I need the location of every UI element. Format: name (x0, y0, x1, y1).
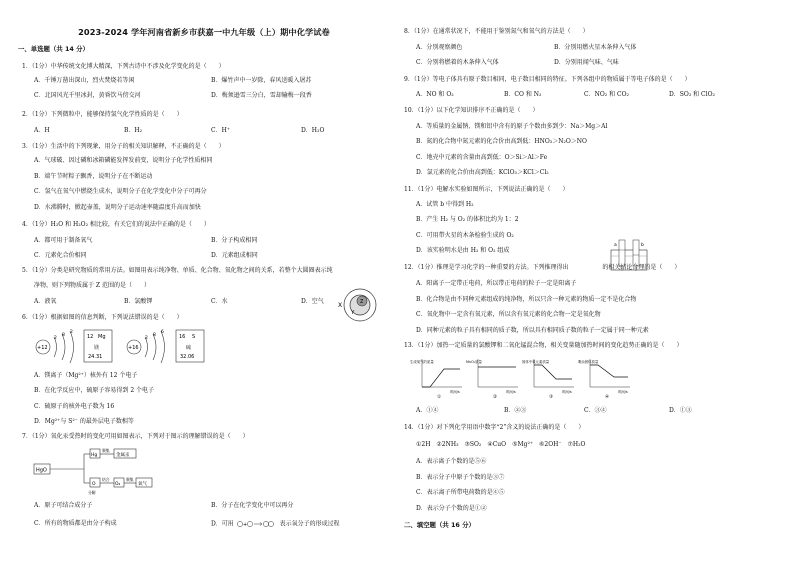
q11-option-a[interactable]: A．试管 b 中得到 H₂ (416, 201, 474, 208)
section-fill-blank: 二、填空题（共 16 分） (404, 521, 475, 529)
svg-text:S: S (192, 334, 196, 340)
q8-option-c[interactable]: C．分别将燃着的木条伸入气体 (416, 59, 499, 66)
right-column (404, 0, 784, 562)
svg-text:②: ② (493, 395, 498, 399)
q7-option-d-prefix: D．可用 (211, 520, 234, 528)
q5-stem-cont: 净物，则下列物质属于 Z 范围的是（ ） (34, 282, 150, 289)
venn-label-z: Z (360, 299, 364, 305)
q7-flow-diagram (32, 446, 192, 496)
q1-stem: 1．（1分）中华传统文化博大精深，下列古诗中不涉及化学变化的是（ ） (22, 63, 225, 70)
left-column (14, 0, 394, 562)
q14-option-c[interactable]: C．表示离子所带电荷数的是④⑤ (416, 489, 505, 496)
q7-stem: 7．（1分）氧化汞受热时的变化可用如图表示，下列对于图示的理解错误的是（ ） (22, 433, 249, 440)
q1-option-a[interactable]: A．千锤万凿出深山，烈火焚烧若等闲 (34, 77, 135, 84)
q2-stem: 2．（1分）下列微粒中，能够保持氢气化学性质的是（ ） (22, 111, 183, 118)
section-single-choice: 一、单选题（共 14 分） (18, 45, 89, 53)
svg-text:时间/s: 时间/s (506, 390, 516, 394)
q13-option-a[interactable]: A．①④ (416, 407, 439, 414)
q2-option-d[interactable]: D．H₂O (301, 127, 325, 134)
q3-option-c[interactable]: C．氢气在氧气中燃烧生成水，说明分子在化学变化中分子可再分 (34, 188, 207, 195)
q5-option-a[interactable]: A．液氧 (34, 298, 57, 305)
q9-option-c[interactable]: C．NO₂ 和 CO₂ (584, 91, 629, 98)
q12-option-a[interactable]: A．阳离子一定带正电荷，所以带正电荷的粒子一定是阳离子 (416, 280, 577, 287)
q14-symbols: ①2H ②2NH₃ ③SO₂ ④CuO ⑤Mg²⁺ ⑥2OH⁻ ⑦H₂O (416, 441, 586, 448)
svg-text:32.06: 32.06 (180, 354, 195, 360)
q12-stem (404, 264, 680, 272)
q5-venn-diagram (332, 288, 388, 322)
q4-stem: 4．（1分）H₂O 和 H₂O₂ 相比较，有关它们的说法中正确的是（ ） (22, 221, 210, 228)
svg-text:分解: 分解 (88, 490, 96, 495)
q6-stem: 6．（1分）根据如图的信息判断，下列说法错误的是（ ） (22, 314, 183, 321)
svg-text:24.31: 24.31 (88, 354, 103, 360)
q11-option-d[interactable]: D．该实验明水是由 H₂ 和 O₂ 组成 (416, 247, 510, 254)
svg-text:2: 2 (54, 336, 57, 341)
q8-option-b[interactable]: B．分别用燃火星木条伸入气体 (554, 44, 637, 51)
svg-text:O: O (92, 482, 96, 487)
q12-stem-suffix: 的相关结论合理的是（ ） (602, 264, 681, 271)
q13-graph-3 (522, 359, 574, 399)
q4-option-b[interactable]: B．分子构成相同 (211, 237, 258, 244)
svg-text:Mg: Mg (98, 334, 106, 340)
svg-text:时间/s: 时间/s (562, 390, 572, 394)
q9-option-d[interactable]: D．SO₂ 和 ClO₂ (669, 91, 715, 98)
q10-option-a[interactable]: A．等质量的金属钠、镁和铝中含有的原子个数由多到少：Na＞Mg＞Al (416, 123, 608, 130)
q3-option-d[interactable]: D．水沸腾时，掀起壶盖，说明分子运动速率随温度升高而加快 (34, 204, 201, 211)
q13-graphs (410, 355, 640, 399)
q9-stem: 9．（1分）等电子体具有原子数目相同，电子数目相同的特征。下列各组中的物质属于等电子体的是（ ） (404, 76, 691, 83)
svg-text:6: 6 (161, 330, 164, 335)
q4-option-a[interactable]: A．都可用于制备氧气 (34, 237, 93, 244)
q10-option-b[interactable]: B．氮的化合物中氮元素的化合价由高到低：HNO₃＞N₂O＞NO (416, 138, 587, 145)
q14-option-b[interactable]: B．表示分子中原子个数的是③⑦ (416, 474, 505, 481)
q11-option-c[interactable]: C．可用带火星的木条检验生成的 O₂ (416, 232, 514, 239)
oxygen-molecule-formation-icon (236, 520, 278, 528)
q10-stem: 10．（1分）以下化学知识排序不正确的是（ ） (404, 107, 539, 114)
q3-option-a[interactable]: A．气球破、因过磷和冰箱磷能发挥发前变，说明分子化学性质相同 (34, 157, 213, 164)
q13-stem: 13．（1分）加热一定质量的氯酸钾和二氧化锰混合物，相关变量随加热时间的变化趋势正确的是（ ） (404, 342, 683, 349)
svg-text:镁: 镁 (94, 345, 100, 351)
q1-option-b[interactable]: B．爆竹声中一岁除，春风送暖入屠苏 (211, 77, 312, 84)
svg-text:O₂: O₂ (115, 482, 121, 487)
svg-text:④: ④ (605, 395, 610, 399)
q13-graph-2 (466, 359, 518, 399)
svg-text:生成氧气的质量: 生成氧气的质量 (410, 360, 434, 364)
q6-atom-diagram (32, 327, 242, 367)
venn-label-y: Y (351, 310, 355, 316)
q5-option-c[interactable]: C．水 (211, 298, 228, 305)
svg-text:聚集: 聚集 (126, 477, 134, 482)
q1-option-d[interactable]: D．梅须逊雪三分白，雪却输梅一段香 (211, 92, 312, 99)
q13-graph-1 (410, 359, 462, 399)
q13-option-c[interactable]: C．③④ (584, 407, 607, 414)
svg-text:Hg: Hg (91, 453, 98, 458)
q11-stem: 11．（1分）电解水实验如图所示，下列说法正确的是（ ） (404, 186, 569, 193)
svg-text:HgO: HgO (36, 467, 47, 474)
svg-text:+12: +12 (37, 345, 48, 351)
q7-option-c[interactable]: C．所有的物质都是由分子构成 (34, 520, 117, 527)
q3-stem: 3．（1分）生活中的下列现象，用分子的相关知识解释，不正确的是（ ） (22, 143, 225, 150)
q10-option-d[interactable]: D．氯元素的化合价由高到低：KClO₃＞KCl＞Cl₂ (416, 169, 549, 176)
svg-text:b: b (641, 243, 644, 248)
q11-option-b[interactable]: B．产生 H₂ 与 O₂ 的体积比约为 1：2 (416, 216, 519, 223)
q9-option-a[interactable]: A．NO 和 O₂ (416, 91, 454, 98)
q2-option-c[interactable]: C．H⁺ (211, 127, 230, 134)
q6-option-a[interactable]: A．镁离子（Mg²⁺）核外有 12 个电子 (34, 372, 138, 379)
svg-text:MnO₂质量: MnO₂质量 (466, 360, 482, 364)
venn-label-x: X (338, 302, 343, 309)
q6-option-c[interactable]: C．硫原子的核外电子数为 16 (34, 403, 115, 410)
q7-option-d[interactable] (211, 520, 340, 528)
svg-text:①: ① (437, 395, 442, 399)
q8-option-d[interactable]: D．分别用闻气味、气味 (554, 59, 619, 66)
svg-text:+: + (242, 522, 247, 528)
q2-option-a[interactable]: A．H (34, 127, 50, 134)
svg-text:时间/s: 时间/s (450, 390, 460, 394)
q7-option-d-suffix: 表示氧分子的形成过程 (279, 520, 340, 528)
q12-option-c[interactable]: C．氧化物中一定含有氧元素，所以含有氧元素的化合物一定是氧化物 (416, 311, 601, 318)
svg-text:固体中氧元素质量: 固体中氧元素质量 (522, 360, 550, 364)
q13-graph-4 (578, 359, 630, 399)
q4-option-c[interactable]: C．元素化合价相同 (34, 252, 87, 259)
svg-text:2: 2 (70, 330, 73, 335)
q6-option-b[interactable]: B．在化学反应中，硫原子容易得到 2 个电子 (34, 387, 155, 394)
svg-text:a: a (614, 243, 617, 248)
q1-option-c[interactable]: C．北国风光千里冰封，黄昏饮马傍交河 (34, 92, 141, 99)
q5-option-b[interactable]: B．氯酸钾 (124, 298, 153, 305)
q13-option-d[interactable]: D．①③ (669, 407, 692, 414)
svg-text:硫: 硫 (186, 345, 192, 351)
svg-text:剩余固体质量: 剩余固体质量 (578, 360, 599, 364)
svg-text:12: 12 (87, 334, 94, 340)
q8-stem: 8．（1分）在通常状况下，不能用于鉴别氮气和氧气的方法是（ ） (404, 28, 589, 35)
svg-text:聚集: 聚集 (102, 448, 110, 453)
svg-text:③: ③ (549, 395, 554, 399)
page-title: 2023-2024 学年河南省新乡市获嘉一中九年级（上）期中化学试卷 (78, 27, 330, 37)
svg-text:时间/s: 时间/s (618, 390, 628, 394)
q7-option-b[interactable]: B．分子在化学变化中可以再分 (211, 502, 294, 509)
q4-option-d[interactable]: D．元素组成相同 (211, 252, 258, 259)
svg-text:金属汞: 金属汞 (116, 453, 130, 458)
q12-option-d[interactable]: D．同种元素的粒子具有相同的质子数，所以具有相同质子数的粒子一定属于同一种元素 (416, 327, 649, 334)
q14-option-d[interactable]: D．表示分子个数的是①② (416, 505, 487, 512)
q14-option-a[interactable]: A．表示离子个数的是⑤⑥ (416, 458, 487, 465)
q7-option-a[interactable]: A．原子可结合成分子 (34, 502, 93, 509)
q10-option-c[interactable]: C．地壳中元素的含量由高到低：O＞Si＞Al＞Fe (416, 154, 548, 161)
q9-option-b[interactable]: B．CO 和 N₂ (504, 91, 542, 98)
q3-option-b[interactable]: B．端午节时粽子飘香，说明分子在不断运动 (34, 173, 153, 180)
q6-option-d[interactable]: D．Mg²⁺与 S²⁻ 的最外层电子数相等 (34, 418, 134, 425)
q5-stem: 5．（1分）分类是研究物质的常用方法。如图用表示纯净物、单质、化合物、氧化物之间的关系，若整个大圆圈表示纯 (22, 267, 333, 274)
q12-option-b[interactable]: B．化合物是由不同种元素组成的纯净物，所以只含一种元素的物质一定不是化合物 (416, 296, 637, 303)
q2-option-b[interactable]: B．H₂ (124, 127, 143, 134)
svg-text:氧气: 氧气 (138, 482, 147, 487)
svg-text:结合: 结合 (102, 477, 110, 482)
q8-option-a[interactable]: A．分别观察颜色 (416, 44, 463, 51)
svg-text:8: 8 (153, 333, 156, 338)
q12-stem-prefix: 12．（1分）推理是学习化学的一种重要的方法。下列推理得出 (404, 264, 569, 271)
svg-text:+16: +16 (128, 345, 139, 351)
q5-option-d[interactable]: D．空气 (301, 298, 324, 305)
q14-stem: 14．（1分）对下列化学用语中数字“2”含义的说法正确的是（ ） (404, 424, 585, 431)
q13-option-b[interactable]: B．②③ (504, 407, 527, 414)
svg-text:8: 8 (62, 333, 65, 338)
svg-text:2: 2 (145, 336, 148, 341)
svg-text:16: 16 (179, 334, 186, 340)
